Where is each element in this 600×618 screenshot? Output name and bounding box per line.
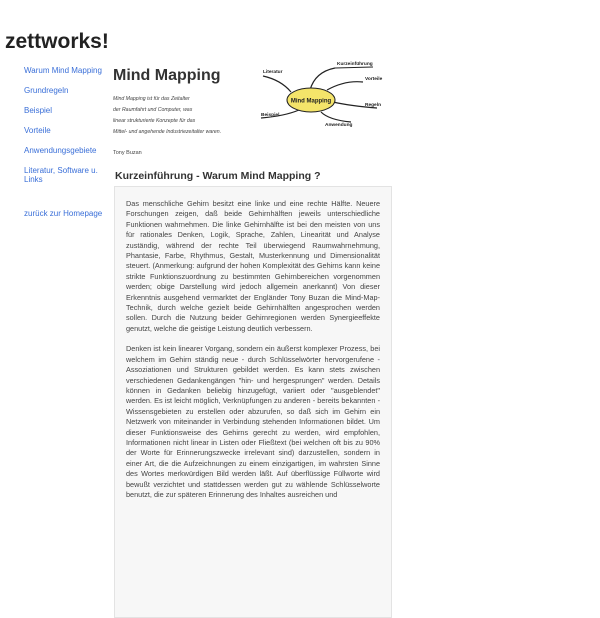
- site-title: zettworks!: [5, 30, 109, 53]
- mind-map-branch: Beispiel: [261, 113, 280, 118]
- quote: [113, 94, 263, 138]
- page-title: Mind Mapping: [113, 67, 221, 84]
- mind-map-branch: Kurzeinführung: [337, 62, 373, 67]
- mind-map-center: Mind Mapping: [290, 98, 332, 105]
- nav-link-beispiel[interactable]: Beispiel: [24, 106, 53, 115]
- nav-link-warum[interactable]: Warum Mind Mapping: [24, 66, 102, 75]
- mind-map-branch: Regeln: [365, 103, 381, 108]
- quote-line: Mind Mapping ist für das Zeitalter: [113, 96, 190, 102]
- quote-line: Mittel- und angehende Industriezeitalter waren.: [113, 129, 222, 135]
- nav-link-vorteile[interactable]: Vorteile: [24, 126, 51, 135]
- nav-link-homepage[interactable]: zurück zur Homepage: [24, 209, 103, 218]
- content-paragraph: Denken ist kein linearer Vorgang, sondern ein äußerst komplexer Prozess, bei welchem im Gehirn ständig neue - durch Schlüsselwörter hervorgerufene - Assoziationen und Strukturen gebildet werden. Es kann stets zwischen verschiedenen Gedankengängen "hin- und hergesprungen" werden. Details können in Gedanken beliebig hinzugefügt, variiert oder "ausgeblendet" werden. Es ist leicht möglich, Verknüpfungen zu anderen - bereits bekannten - Wissensgebieten zu erstellen oder abzurufen, so daß sich im Gehirn ein Netzwerk von miteinander in Verbindung stehenden Informationen bildet. Um dieser Funktionsweise des Gehirns gerecht zu werden, wird empfohlen, Informationen nicht linear in Listen oder Fließtext (bei welchen oft bis zu 90% der Worte für Erinnerungszwecke irrelevant sind) darzustellen, sondern in einer Art, die die Aufzeichnungen zu einem einzigartigen, im wahrsten Sinne des Wortes merkwürdigen Bild werden läßt. Auf überflüssige Füllworte wird bewußt verzichtet und stattdessen werden gut zu wählende Schlüsselworte benutzt, die zur späteren Erinnerung des Inhaltes ausreichen und: [126, 344, 380, 499]
- mind-map-logo: [255, 60, 395, 130]
- content-box: [114, 186, 392, 618]
- mind-map-branch: Literatur: [263, 70, 283, 75]
- nav-link-anwendungsgebiete[interactable]: Anwendungsgebiete: [24, 146, 97, 155]
- content-paragraph: Das menschliche Gehirn besitzt eine linke und eine rechte Hälfte. Neuere Forschungen zeigen, daß beide Gehirnhälften jeweils unterschiedliche Funktionen wahrnehmen. Die linke Gehirnhälfte ist bei den meisten von uns für rationales Denken, Logik, Sprache, Zahlen, Linearität und Analyse zuständig, während der rechte Teil überwiegend Raumwahrnehmung, Phantasie, Farbe, Rhythmus, Gestalt, Musterkennung und Dimensionalität steuert. (Anmerkung: aufgrund der hohen Komplexität des Gehirns kann keine strikte Funktionszuordnung zu bestimmten Gehirnbereichen vorgenommen werden; obige Darstellung wird jedoch allgemein anerkannt) Von dieser Erkenntnis ausgehend vermarktet der Engländer Tony Buzan die Mind-Map-Technik, durch welche gezielt beide Gehirnhälften angesprochen werden sollen. Durch die Nutzung beider Gehirnregionen werden Synergieeffekte genutzt, welche die geistige Leistung deutlich verbessern.: [126, 199, 380, 333]
- mind-map-branch: Vorteile: [365, 77, 383, 82]
- mind-map-branch: Anwendung: [325, 123, 353, 128]
- section-title: Kurzeinführung - Warum Mind Mapping ?: [115, 170, 321, 182]
- quote-author: Tony Buzan: [113, 150, 142, 156]
- quote-line: linear strukturierte Konzepte für das: [113, 118, 196, 124]
- nav-link-grundregeln[interactable]: Grundregeln: [24, 86, 69, 95]
- sidebar-nav: [24, 66, 104, 229]
- nav-link-literatur[interactable]: Literatur, Software u. Links: [24, 166, 98, 184]
- quote-line: der Raumfahrt und Computer, was: [113, 107, 193, 113]
